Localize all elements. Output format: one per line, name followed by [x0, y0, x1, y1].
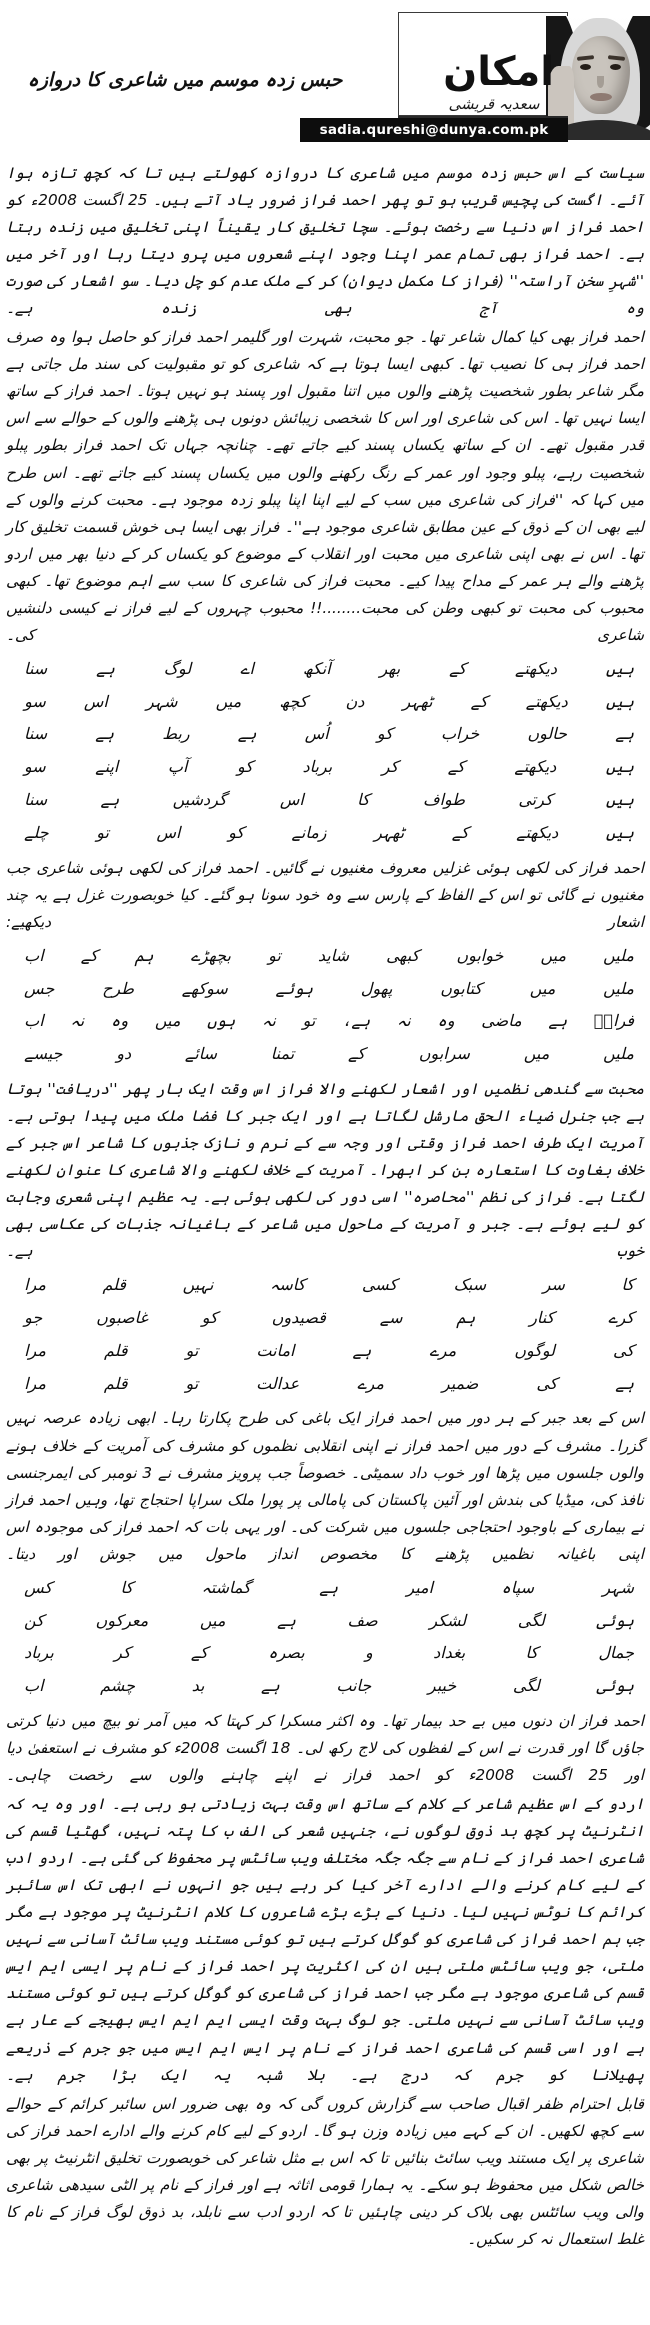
verse-word: ہے	[277, 1610, 296, 1630]
verse-word: چشم	[100, 1676, 135, 1696]
verse-word: کا	[621, 1275, 634, 1295]
masthead-inner	[0, 0, 650, 160]
portrait-face	[572, 36, 630, 114]
verse-word: قصیدوں	[271, 1308, 326, 1328]
verse-word: شہر	[145, 691, 178, 711]
verse-word: کرتی	[518, 790, 553, 810]
verse-line	[6, 940, 644, 973]
verse-word: تو	[96, 822, 109, 842]
verse-word: ہے	[615, 724, 634, 744]
portrait-nose	[597, 76, 604, 88]
verse-word: تو	[268, 945, 281, 965]
verse-line	[6, 1038, 644, 1071]
verse-word: وہ	[110, 1011, 129, 1031]
verse-word: آپ	[167, 757, 188, 777]
verse-word: کی	[613, 1340, 634, 1360]
verse-word: ملیں	[603, 945, 634, 965]
verse-word: کو	[376, 724, 393, 744]
verse-word: دیکھتے	[516, 822, 559, 842]
verse-word: مرا	[24, 1275, 46, 1295]
verse-word: بھر	[379, 658, 401, 678]
verse-word: ٹھہر	[402, 691, 433, 711]
verse-word: قلم	[103, 1373, 128, 1393]
verse-word: پھول	[360, 978, 393, 998]
verse-word: دیکھتے	[514, 757, 557, 777]
verse-word: ہے	[95, 724, 115, 744]
verse-word: اس	[83, 691, 108, 711]
verse-word: سے	[379, 1308, 403, 1328]
verse-word: مرے	[429, 1340, 457, 1360]
verse-word: لشکر	[429, 1610, 467, 1630]
verse-line	[6, 718, 644, 751]
verse-word: کے	[447, 757, 465, 777]
verse-word: کے	[470, 691, 488, 711]
verse-word: میں	[199, 1610, 226, 1630]
portrait-eye-right	[610, 64, 621, 70]
verse-word: زمانے	[291, 822, 327, 842]
verse-word: اُس	[304, 724, 329, 744]
verse-word: ہے	[548, 1011, 568, 1031]
verse-word: کے	[449, 658, 467, 678]
verse-word: ہے	[100, 790, 120, 810]
verse-word: کو	[201, 1308, 218, 1328]
verse-word: سو	[24, 757, 46, 777]
verse-line	[6, 1302, 644, 1335]
paragraph: محبت سے گندھی نظمیں اور اشعار لکھنے والا فراز اس وقت ایک بار پھر ''دریافت'' ہوتا ہے جب جنرل ضیاء الحق مارشل لگاتا ہے اور ایک جبر کا فضا ملک میں پیدا ہوتی ہے۔ آمریت ایک طرف احمد فراز وقتی اور وجہ سے کے نرم و نازک جذبوں کا شاعر اس جبر کے خلاف بغاوت کا استعارہ بن کر ابھرا۔ آمریت کے خلاف لکھنے والا شاعری کا عنوان لکھنے لگتا ہے۔ فراز کی نظم ''محاصرہ'' اسی دور کی لکھی ہوئی ہے۔ یہ عظیم اپنی شعری وجاہت کو لیے ہوئے ہے۔ جبر و آمریت کے ماحول میں شاعر کے باغیانہ جذبات کی عکاسی بھی خوب ہے۔	[6, 1079, 644, 1261]
author-email[interactable]: sadia.qureshi@dunya.com.pk	[300, 118, 568, 142]
verse-word: کر	[381, 757, 399, 777]
verse-word: کا	[120, 1577, 134, 1597]
verse-word: تو	[185, 1373, 199, 1393]
verse-line	[6, 653, 644, 686]
verse-word: اے	[240, 658, 254, 678]
verse-line	[6, 973, 644, 1006]
verse-word: حالوں	[527, 724, 568, 744]
verse-word: ہے	[96, 658, 115, 678]
verse-word: وہ	[437, 1011, 455, 1031]
verse-word: بصرہ	[268, 1643, 305, 1663]
verse-word: میں	[154, 1011, 181, 1031]
verse-word: میں	[523, 1044, 550, 1064]
verse-word: نہ	[70, 1011, 85, 1031]
verse-word: ضمیر	[441, 1373, 479, 1393]
verse-word: لگی	[517, 1610, 545, 1630]
verse-word: بغداد	[433, 1643, 466, 1663]
verse-word: میں	[540, 945, 567, 965]
verse-word: برباد	[302, 757, 333, 777]
verse-word: کسی	[361, 1275, 398, 1295]
verse-line	[6, 751, 644, 784]
verse-word: اس	[156, 822, 181, 842]
verse-word: دو	[116, 1044, 132, 1064]
verse-word: جیسے	[24, 1044, 63, 1064]
verse-word: ہیں	[605, 691, 634, 711]
verse-word: جس	[24, 978, 55, 998]
verse-word: شاید	[317, 945, 349, 965]
verse-word: ہیں	[605, 757, 634, 777]
verse-word: سبک	[453, 1275, 487, 1295]
verse-word: اس	[279, 790, 304, 810]
verse-line	[6, 686, 644, 719]
verse-line	[6, 1269, 644, 1302]
verse-word: کو	[228, 822, 244, 842]
portrait-lips	[590, 93, 612, 101]
verse-line	[6, 1335, 644, 1368]
verse-line	[6, 1637, 644, 1670]
verse-word: فرازؔ	[593, 1011, 634, 1031]
paragraph: احمد فراز کی لکھی ہوئی غزلیں معروف مغنیوں نے گائیں۔ احمد فراز کی لکھی ہوئی شاعری جب مغنیوں نے گائی تو اس کے الفاظ کے پارس سے وہ خود سونا ہو گئے۔ کیا خوبصورت غزل ہے یہ چند اشعار دیکھیے:	[6, 858, 644, 931]
verse-word: ملیں	[603, 978, 634, 998]
verse-word: لوگ	[163, 658, 192, 678]
verse-word: دن	[345, 691, 365, 711]
verse-word: سنا	[24, 724, 48, 744]
verse-word: مرا	[24, 1373, 46, 1393]
verse-word: سنا	[24, 658, 48, 678]
verse-word: کے	[451, 822, 469, 842]
verse-word: امیر	[406, 1577, 434, 1597]
verse-word: سر	[542, 1275, 565, 1295]
verse-word: ہوئے	[275, 978, 314, 998]
verse-word: کنار	[529, 1308, 555, 1328]
verse-line	[6, 1670, 644, 1703]
verse-word: جو	[24, 1308, 43, 1328]
verse-word: ہیں	[605, 790, 634, 810]
verse-word: کے	[190, 1643, 208, 1663]
verse-word: ہم	[134, 945, 154, 965]
verse-word: نہ	[262, 1011, 276, 1031]
verse-word: طواف	[422, 790, 466, 810]
paragraph: قابل احترام ظفر اقبال صاحب سے گزارش کروں گی کہ وہ بھی ضرور اس سائبر کرائم کے حوالے سے کچھ لکھیں۔ ان کے کہے میں زیادہ وزن ہو گا۔ اردو کے لیے کام کرنے والے ادارے احمد فراز کی شاعری پر ایک مستند ویب سائٹ بنائیں تا کہ اس بے مثل شاعر کی خوبصورت تخلیق انٹرنیٹ پر بھی خالص شکل میں محفوظ ہو سکے۔ یہ ہمارا قومی اثاثہ ہے اور فراز کے نام پر الٹی سیدھی شاعری والی ویب سائٹس بھی بلاک کر دینی چاہئیں تا کہ اردو ادب سے نابلد، بد ذوق لوگ فراز کے نام کا غلط استعمال نہ کر سکیں۔	[6, 2094, 644, 2248]
verse-word: صف	[347, 1610, 378, 1630]
verse-word: میں	[529, 978, 556, 998]
verse-line	[6, 1368, 644, 1401]
verse-line	[6, 817, 644, 850]
verse-word: ہے	[319, 1577, 338, 1597]
paragraph: سیاست کے اس حبس زدہ موسم میں شاعری کا دروازہ کھولتے ہیں تا کہ کچھ تازہ ہوا آئے۔ اگست کی پچیس قریب ہو تو پھر احمد فراز ضرور یاد آتے ہیں۔ 25 اگست 2008ء کو احمد فراز اس دنیا سے رخصت ہوئے۔ سچا تخلیق کار یقیناً اپنی تخلیق میں زندہ رہتا ہے۔ احمد فراز بھی تمام عمر اپنا وجود اپنے شعروں میں پرو دیتا رہا اور آخر میں ''شہرِ سخن آراستہ'' (فراز کا مکمل دیوان) کر کے ملک عدم کو چل دیا۔ سو اشعار کی صورت وہ آج بھی زندہ ہے۔	[6, 164, 644, 318]
verse-word: عدالت	[256, 1373, 300, 1393]
paragraph: احمد فراز ان دنوں میں بے حد بیمار تھا۔ وہ اکثر مسکرا کر کہتا کہ میں آمر نو بیچ میں دنیا کرتی جاؤں گا اور قدرت نے اس کے لفظوں کی لاج رکھ لی۔ 18 اگست 2008ء کو مشرف نے استعفیٰ دیا اور 25 اگست 2008ء کو احمد فراز نے اپنے چاہنے والوں سے رخصت چاہی۔	[6, 1711, 645, 1785]
author-name: سعدیہ قریشی	[448, 95, 540, 113]
page-title: حبس زدہ موسم میں شاعری کا دروازہ	[27, 69, 343, 91]
verse-word: لوگوں	[514, 1340, 555, 1360]
masthead	[0, 0, 650, 160]
verse-word: ہے	[237, 724, 257, 744]
verse-line	[6, 1605, 644, 1638]
verse-word: ماضی	[481, 1011, 522, 1031]
verse-word: تو	[302, 1011, 316, 1031]
verse-word: سرابوں	[418, 1044, 470, 1064]
verse-word: اپنے	[95, 757, 119, 777]
verse-word: دیکھتے	[525, 691, 568, 711]
paragraph: اردو کے اس عظیم شاعر کے کلام کے ساتھ اس وقت بہت زیادتی ہو رہی ہے۔ اور وہ یہ کہ انٹرنیٹ پر کچھ بد ذوق لوگوں نے، جنہیں شعر کی الف ب کا پتہ نہیں، گھٹیا قسم کی شاعری احمد فراز کے نام سے جگہ جگہ مختلف ویب سائٹس پر محفوظ کی گئی ہے۔ اردو ادب کے لیے کام کرنے والے ادارے آخر کیا کر رہے ہیں جو انہوں نے ابھی تک اس سائبر کرائم کا نوٹس نہیں لیا۔ دنیا کے بڑے بڑے شاعروں کا کلام انٹرنیٹ پر موجود ہے مگر جب ہم احمد فراز کی شاعری کو گوگل کرتے ہیں تو کوئی مستند ویب سائٹ آسانی سے نہیں ملتی، جو ویب سائٹس ملتی ہیں ان کی اکثریت پر احمد فراز کے نام پر ایسی ایم ایس قسم کی شاعری موجود ہے مگر جب احمد فراز کی شاعری کو گوگل کرتے ہیں تو کوئی مستند ویب سائٹ آسانی سے نہیں ملتی۔ جو لوگ بہت وقت ایسی ایم ایم ایس بھیجے کے عار ہے ہے اور اسی قسم کی شاعری احمد فراز کے نام پر ایس ایم ایس میں جو جرم کے ذریعے پھیلانا کو جرم کہ درج ہے۔ بلا شبہ یہ ایک بڑا جرم ہے۔	[6, 1795, 644, 2084]
verse-word: ہوئی	[596, 1676, 634, 1696]
verse-word: ہے	[352, 1340, 372, 1360]
verse-word: لگی	[512, 1676, 540, 1696]
verse-word: طرح	[102, 978, 134, 998]
verse-word: سو	[24, 691, 46, 711]
verse-word: کر	[114, 1643, 131, 1663]
portrait-eye-left	[580, 64, 591, 70]
verse-word: اب	[24, 945, 44, 965]
article-body	[0, 160, 650, 2253]
verse-word: ہوں	[207, 1011, 236, 1031]
verse-word: تمنا	[270, 1044, 295, 1064]
verse-word: قلم	[102, 1275, 127, 1295]
verse-word: اب	[24, 1011, 44, 1031]
poem-block-three	[6, 1269, 644, 1400]
verse-word: ہیں	[605, 658, 634, 678]
column-brand-box	[319, 12, 650, 146]
verse-word: خراب	[440, 724, 480, 744]
poem-block-one	[6, 653, 644, 850]
verse-word: بچھڑے	[190, 945, 231, 965]
verse-word: ہوئی	[596, 1610, 634, 1630]
verse-word: کی	[536, 1373, 558, 1393]
verse-word: غاصبوں	[96, 1308, 148, 1328]
verse-word: مرا	[24, 1340, 46, 1360]
verse-word: ٹھہر	[374, 822, 405, 842]
verse-word: قلم	[103, 1340, 128, 1360]
verse-word: معرکوں	[95, 1610, 149, 1630]
verse-word: خوابوں	[456, 945, 504, 965]
verse-line	[6, 1572, 644, 1605]
verse-word: برباد	[24, 1643, 54, 1663]
verse-word: سوکھے	[181, 978, 228, 998]
verse-word: جمال	[598, 1643, 634, 1663]
verse-word: ہیں	[605, 822, 634, 842]
verse-line	[6, 784, 644, 817]
verse-word: تو	[185, 1340, 199, 1360]
verse-word: کتابوں	[440, 978, 483, 998]
verse-word: نہ	[396, 1011, 411, 1031]
verse-word: ہے،	[342, 1011, 371, 1031]
verse-word: بد	[191, 1676, 205, 1696]
verse-word: اب	[24, 1676, 44, 1696]
column-title: امکان	[443, 49, 554, 95]
verse-word: کے	[348, 1044, 365, 1064]
verse-line	[6, 1005, 644, 1038]
verse-word: امانت	[256, 1340, 295, 1360]
verse-word: مرے	[357, 1373, 384, 1393]
verse-word: و	[365, 1643, 373, 1663]
poem-block-two	[6, 940, 644, 1071]
verse-word: کچھ	[279, 691, 308, 711]
verse-word: آنکھ	[302, 658, 331, 678]
verse-word: سائے	[184, 1044, 217, 1064]
verse-word: کرے	[608, 1308, 634, 1328]
verse-word: گردشیں	[172, 790, 227, 810]
verse-word: چلے	[24, 822, 49, 842]
verse-word: کا	[525, 1643, 539, 1663]
verse-word: ہے	[261, 1676, 280, 1696]
verse-word: دیکھتے	[514, 658, 557, 678]
verse-word: ملیں	[603, 1044, 634, 1064]
verse-word: میں	[215, 691, 242, 711]
poem-block-four	[6, 1572, 644, 1703]
verse-word: جانب	[336, 1676, 372, 1696]
verse-word: ہم	[456, 1308, 476, 1328]
verse-word: کو	[236, 757, 253, 777]
paragraph: احمد فراز بھی کیا کمال شاعر تھا۔ جو محبت، شہرت اور گلیمر احمد فراز کو حاصل ہوا وہ صرف احمد فراز ہی کا نصیب تھا۔ کبھی ایسا ہوتا ہے کہ شاعری کو تو مقبولیت کی سند مل جاتی ہے مگر شاعر بطور شخصیت پڑھنے والوں میں اتنا مقبول اور پسند ہو نہیں ہوتا۔ احمد فراز کے ساتھ ایسا نہیں تھا۔ اس کی شاعری اور اس کا شخصی زیبائش دونوں ہی پڑھنے والوں کے حوالے سے اس قدر مقبول تھے۔ ان کے ساتھ یکساں پسند کیے جاتے تھے۔ چنانچہ جہاں تک احمد فراز بطور پبلو شخصیت رہے، پبلو وجود اور عمر کے رنگ رکھنے والوں میں یکساں پسند کیے جاتے تھے۔ اس طرح میں کہا کہ ''فراز کی شاعری میں سب کے لیے اپنا اپنا پبلو زدہ موجود ہے۔ محبت کرنے والوں کے لیے بھی ان کے ذوق کے عین مطابق شاعری موجود ہے''۔ فراز بھی ایسا ہی خوش قسمت تخلیق کار تھا۔ اس نے بھی اپنی شاعری میں محبت اور انقلاب کے موضوع کو یکساں کر کے دنیا بھر میں اردو پڑھنے والے ہر عمر کے مداح پیدا کیے۔ محبت فراز کی شاعری کا سب سے اہم موضوع تھا۔ کبھی محبوب کی محبت تو کبھی وطن کی محبت........!! محبوب چہروں کے لیے فراز نے کیسی دلنشیں شاعری کی۔	[6, 328, 644, 644]
verse-word: سنا	[24, 790, 48, 810]
verse-word: کس	[24, 1577, 53, 1597]
verse-word: کبھی	[386, 945, 420, 965]
verse-word: کا	[357, 790, 370, 810]
verse-word: ربط	[162, 724, 190, 744]
verse-word: کاسہ	[270, 1275, 306, 1295]
verse-word: خیبر	[427, 1676, 457, 1696]
verse-word: شہر	[602, 1577, 634, 1597]
verse-word: نہیں	[182, 1275, 214, 1295]
verse-word: کن	[24, 1610, 44, 1630]
paragraph: اس کے بعد جبر کے ہر دور میں احمد فراز ایک باغی کی طرح پکارتا رہا۔ ابھی زیادہ عرصہ نہیں گزرا۔ مشرف کے دور میں احمد فراز نے اپنی انقلابی نظموں کو مشرف کی آمریت کے خلاف ہونے والوں جلسوں میں پڑھا اور خوب داد سمیٹی۔ خصوصاً جب پرویز مشرف نے 3 نومبر کی ایمرجنسی نافذ کی، میڈیا کی بندش اور آئین پاکستان کی پامالی پر پورا ملک سراپا احتجاج تھا، وہیں احمد فراز نے بیماری کے باوجود احتجاجی جلسوں میں شرکت کی۔ اور یہی بات کہ احمد فراز کی موجودہ اس اپنی باغیانہ نظمیں پڑھنے کا مخصوص انداز ماحول میں جوش اور دیتا۔	[6, 1409, 644, 1563]
verse-word: کے	[80, 945, 98, 965]
verse-word: سپاہ	[501, 1577, 534, 1597]
verse-word: ہے	[615, 1373, 634, 1393]
verse-word: گماشتہ	[201, 1577, 251, 1597]
